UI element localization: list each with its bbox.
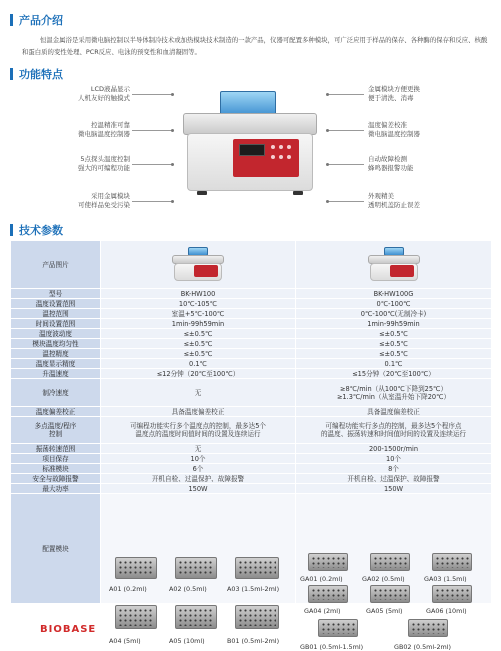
cell-line: ≥1.3℃/min（从室温升始下降20℃） bbox=[336, 392, 451, 401]
cell-a: BK-HW100 bbox=[101, 289, 296, 299]
row-label: 温度设置范围 bbox=[11, 299, 101, 309]
product-image-a bbox=[101, 241, 296, 289]
panel-button bbox=[271, 155, 275, 159]
module-block-image bbox=[175, 605, 217, 629]
cell-b: BK-HW100G bbox=[296, 289, 492, 299]
row-label: 振荡转速范围 bbox=[11, 444, 101, 454]
cell-a: 1min-99h59min bbox=[101, 319, 296, 329]
cell-a: ≤±0.5℃ bbox=[101, 329, 296, 339]
table-row bbox=[11, 241, 492, 289]
module-caption: GA02 (0.5ml) bbox=[362, 574, 405, 583]
connector-line bbox=[132, 94, 172, 95]
table-row bbox=[11, 349, 492, 359]
table-row bbox=[11, 309, 492, 319]
table-row bbox=[11, 319, 492, 329]
row-label: 项目保存 bbox=[11, 454, 101, 464]
product-image-b bbox=[296, 241, 492, 289]
connector-line bbox=[132, 201, 172, 202]
feature-line-2: 微电脑温度控制器 bbox=[368, 130, 420, 138]
feature-line-2: 人机友好的触摸式 bbox=[78, 94, 130, 102]
cell-b: 开机自检、过温保护、故障报警 bbox=[296, 474, 492, 484]
cell-b bbox=[296, 379, 492, 407]
feature-line-1: 温度偏差校准 bbox=[368, 121, 407, 129]
device-foot bbox=[197, 191, 207, 195]
connector-line bbox=[132, 164, 172, 165]
cell-a: 10个 bbox=[101, 454, 296, 464]
brand-logo: BIOBASE bbox=[40, 624, 97, 635]
connector-dot bbox=[171, 129, 174, 132]
module-caption: GA01 (0.2ml) bbox=[300, 574, 343, 583]
features-section-title bbox=[10, 66, 63, 82]
section-marker bbox=[10, 224, 13, 236]
cell-b: 具备温度偏差校正 bbox=[296, 407, 492, 417]
module-block-image bbox=[318, 619, 358, 637]
cell-b: 0℃-100℃ bbox=[296, 299, 492, 309]
feature-line-2: 可使样品免受污染 bbox=[78, 201, 130, 209]
device-lid bbox=[183, 113, 317, 135]
connector-dot bbox=[326, 129, 329, 132]
feature-line-1: 控温精准可靠 bbox=[91, 121, 130, 129]
cell-b: 0.1℃ bbox=[296, 359, 492, 369]
table-row bbox=[11, 417, 492, 444]
feature-right-2 bbox=[368, 121, 458, 139]
features-diagram bbox=[10, 82, 491, 217]
row-label: 最大功率 bbox=[11, 484, 101, 494]
table-row bbox=[11, 359, 492, 369]
module-caption: GA05 (5ml) bbox=[366, 606, 403, 615]
feature-line-2: 透明机盖防止误差 bbox=[368, 201, 420, 209]
cell-b: 8个 bbox=[296, 464, 492, 474]
cell-a: ≤12分钟（20℃至100℃） bbox=[101, 369, 296, 379]
row-label: 模块温度均匀性 bbox=[11, 339, 101, 349]
row-label: 制冷速度 bbox=[11, 379, 101, 407]
cell-b: ≤15分钟（20℃至100℃） bbox=[296, 369, 492, 379]
module-caption: GA06 (10ml) bbox=[426, 606, 467, 615]
module-block-image bbox=[370, 553, 410, 571]
module-caption: A01 (0.2ml) bbox=[109, 584, 147, 593]
table-row bbox=[11, 289, 492, 299]
cell-line: ≥8℃/min（从100℃下降到25℃） bbox=[339, 384, 448, 393]
intro-paragraph: 恒温金属浴是采用微电脑控制以半导体制冷技术或加热模块技术制造的一款产品，仪器可配置多种模块，可广泛应用于样品的保存、各种酶的保存和反应、核酸和蛋白质的变性处理、PCR反应、电泳的预变性和血清凝固等。 bbox=[22, 36, 488, 56]
specs-title: 技术参数 bbox=[19, 224, 63, 237]
row-label: 安全与故障报警 bbox=[11, 474, 101, 484]
module-block-image bbox=[370, 585, 410, 603]
feature-left-3 bbox=[40, 155, 130, 173]
section-marker bbox=[10, 14, 13, 26]
module-caption: A04 (5ml) bbox=[109, 636, 141, 645]
panel-button bbox=[287, 155, 291, 159]
connector-line bbox=[328, 201, 364, 202]
intro-title: 产品介绍 bbox=[19, 14, 63, 27]
connector-dot bbox=[326, 200, 329, 203]
connector-line bbox=[132, 130, 172, 131]
table-row bbox=[11, 494, 492, 604]
cell-a: 6个 bbox=[101, 464, 296, 474]
feature-line-2: 强大的可编程功能 bbox=[78, 164, 130, 172]
panel-button bbox=[279, 155, 283, 159]
cell-b: 150W bbox=[296, 484, 492, 494]
row-label: 温度显示精度 bbox=[11, 359, 101, 369]
module-block-image bbox=[115, 605, 157, 629]
row-label: 温控范围 bbox=[11, 309, 101, 319]
row-label: 升温速度 bbox=[11, 369, 101, 379]
cell-a bbox=[101, 417, 296, 444]
connector-dot bbox=[171, 93, 174, 96]
module-block-image bbox=[175, 557, 217, 579]
module-caption: B01 (0.5ml-2ml) bbox=[227, 636, 280, 645]
module-block-image bbox=[432, 553, 472, 571]
specs-section-title bbox=[10, 222, 63, 238]
module-block-image bbox=[408, 619, 448, 637]
module-caption: A02 (0.5ml) bbox=[169, 584, 207, 593]
cell-b: 200-1500r/min bbox=[296, 444, 492, 454]
module-caption: A03 (1.5ml-2ml) bbox=[227, 584, 280, 593]
cell-line: 温度点的温度时间值时间的设置及连续运行 bbox=[135, 430, 261, 438]
feature-line-2: 蜂鸣器报警功能 bbox=[368, 164, 414, 172]
feature-line-1: 自动故障检测 bbox=[368, 155, 407, 163]
row-label: 温控精度 bbox=[11, 349, 101, 359]
table-row bbox=[11, 369, 492, 379]
feature-line-1: 金属模块方便更换 bbox=[368, 85, 420, 93]
modules-a bbox=[101, 494, 296, 645]
cell-line: 的温度、振荡转速和时间值时间的设置及连续运行 bbox=[320, 430, 467, 438]
features-title: 功能特点 bbox=[19, 68, 63, 81]
control-panel bbox=[194, 265, 218, 277]
cell-line: 可编程功能实行多个温度点的控制，最多达5个 bbox=[129, 422, 267, 430]
cell-a: ≤±0.5℃ bbox=[101, 339, 296, 349]
cell-b: ≤±0.5℃ bbox=[296, 349, 492, 359]
cell-a: 10℃-105℃ bbox=[101, 299, 296, 309]
module-caption: GA04 (2ml) bbox=[304, 606, 341, 615]
cell-b: ≤±0.5℃ bbox=[296, 339, 492, 349]
cell-b bbox=[296, 417, 492, 444]
connector-dot bbox=[171, 200, 174, 203]
module-caption: GB01 (0.5ml-1.5ml) bbox=[300, 642, 364, 651]
cell-b: ≤±0.5℃ bbox=[296, 329, 492, 339]
feature-left-4 bbox=[40, 192, 130, 210]
feature-right-4 bbox=[368, 192, 458, 210]
row-label: 标准模块 bbox=[11, 464, 101, 474]
device-thumb bbox=[170, 247, 226, 283]
module-block-image bbox=[235, 557, 279, 579]
cell-b: 0℃-100℃(无制冷卡) bbox=[296, 309, 492, 319]
cell-a: 室温+5℃-100℃ bbox=[101, 309, 296, 319]
module-block-image bbox=[235, 605, 279, 629]
table-row bbox=[11, 454, 492, 464]
feature-line-1: 外观精美 bbox=[368, 192, 394, 200]
feature-right-3 bbox=[368, 155, 458, 173]
connector-dot bbox=[326, 163, 329, 166]
row-label: 配置模块 bbox=[11, 494, 101, 604]
panel-button bbox=[271, 145, 275, 149]
device-image bbox=[175, 87, 325, 207]
row-label: 时间设置范围 bbox=[11, 319, 101, 329]
module-block-image bbox=[308, 553, 348, 571]
table-row bbox=[11, 379, 492, 407]
table-row bbox=[11, 339, 492, 349]
table-row bbox=[11, 407, 492, 417]
connector-dot bbox=[171, 163, 174, 166]
label-line: 多点温度/程序 bbox=[34, 422, 77, 430]
module-caption: A05 (10ml) bbox=[169, 636, 205, 645]
control-panel bbox=[390, 265, 414, 277]
row-label: 产品图片 bbox=[11, 241, 101, 289]
connector-line bbox=[328, 94, 364, 95]
cell-a: 开机自检、过温保护、故障报警 bbox=[101, 474, 296, 484]
cell-a: 无 bbox=[101, 379, 296, 407]
intro-section-title bbox=[10, 12, 63, 28]
table-row bbox=[11, 464, 492, 474]
feature-line-1: 采用金属模块 bbox=[91, 192, 130, 200]
module-block-image bbox=[115, 557, 157, 579]
section-marker bbox=[10, 68, 13, 80]
cell-a: 150W bbox=[101, 484, 296, 494]
feature-right-1 bbox=[368, 85, 458, 103]
label-line: 控制 bbox=[48, 430, 63, 438]
module-caption: GB02 (0.5ml-2ml) bbox=[394, 642, 452, 651]
table-row bbox=[11, 329, 492, 339]
row-label: 型号 bbox=[11, 289, 101, 299]
cell-line: 可编程功能实行多点的控制，最多达5个程序点 bbox=[325, 422, 462, 430]
connector-line bbox=[328, 164, 364, 165]
modules-b bbox=[296, 494, 492, 651]
table-row bbox=[11, 444, 492, 454]
feature-line-2: 便于清洗、消毒 bbox=[368, 94, 414, 102]
cell-a: 无 bbox=[101, 444, 296, 454]
row-label: 温度偏差校正 bbox=[11, 407, 101, 417]
panel-button bbox=[279, 145, 283, 149]
feature-left-2 bbox=[40, 121, 130, 139]
feature-line-1: 5点探头温度控制 bbox=[80, 155, 130, 163]
module-block-image bbox=[432, 585, 472, 603]
cell-b: 1min-99h59min bbox=[296, 319, 492, 329]
feature-line-1: LCD液晶显示 bbox=[90, 85, 130, 93]
module-block-image bbox=[308, 585, 348, 603]
device-thumb bbox=[366, 247, 422, 283]
panel-button bbox=[287, 145, 291, 149]
row-label: 温度波动度 bbox=[11, 329, 101, 339]
cell-a: ≤±0.5℃ bbox=[101, 349, 296, 359]
device-foot bbox=[293, 191, 303, 195]
connector-dot bbox=[326, 93, 329, 96]
cell-b: 10个 bbox=[296, 454, 492, 464]
feature-line-2: 微电脑温度控制器 bbox=[78, 130, 130, 138]
table-row bbox=[11, 299, 492, 309]
lcd-screen bbox=[239, 144, 265, 156]
cell-a: 0.1℃ bbox=[101, 359, 296, 369]
table-row bbox=[11, 474, 492, 484]
connector-line bbox=[328, 130, 364, 131]
cell-a: 具备温度偏差校正 bbox=[101, 407, 296, 417]
module-caption: GA03 (1.5ml) bbox=[424, 574, 467, 583]
table-row bbox=[11, 484, 492, 494]
row-label bbox=[11, 417, 101, 444]
feature-left-1 bbox=[40, 85, 130, 103]
